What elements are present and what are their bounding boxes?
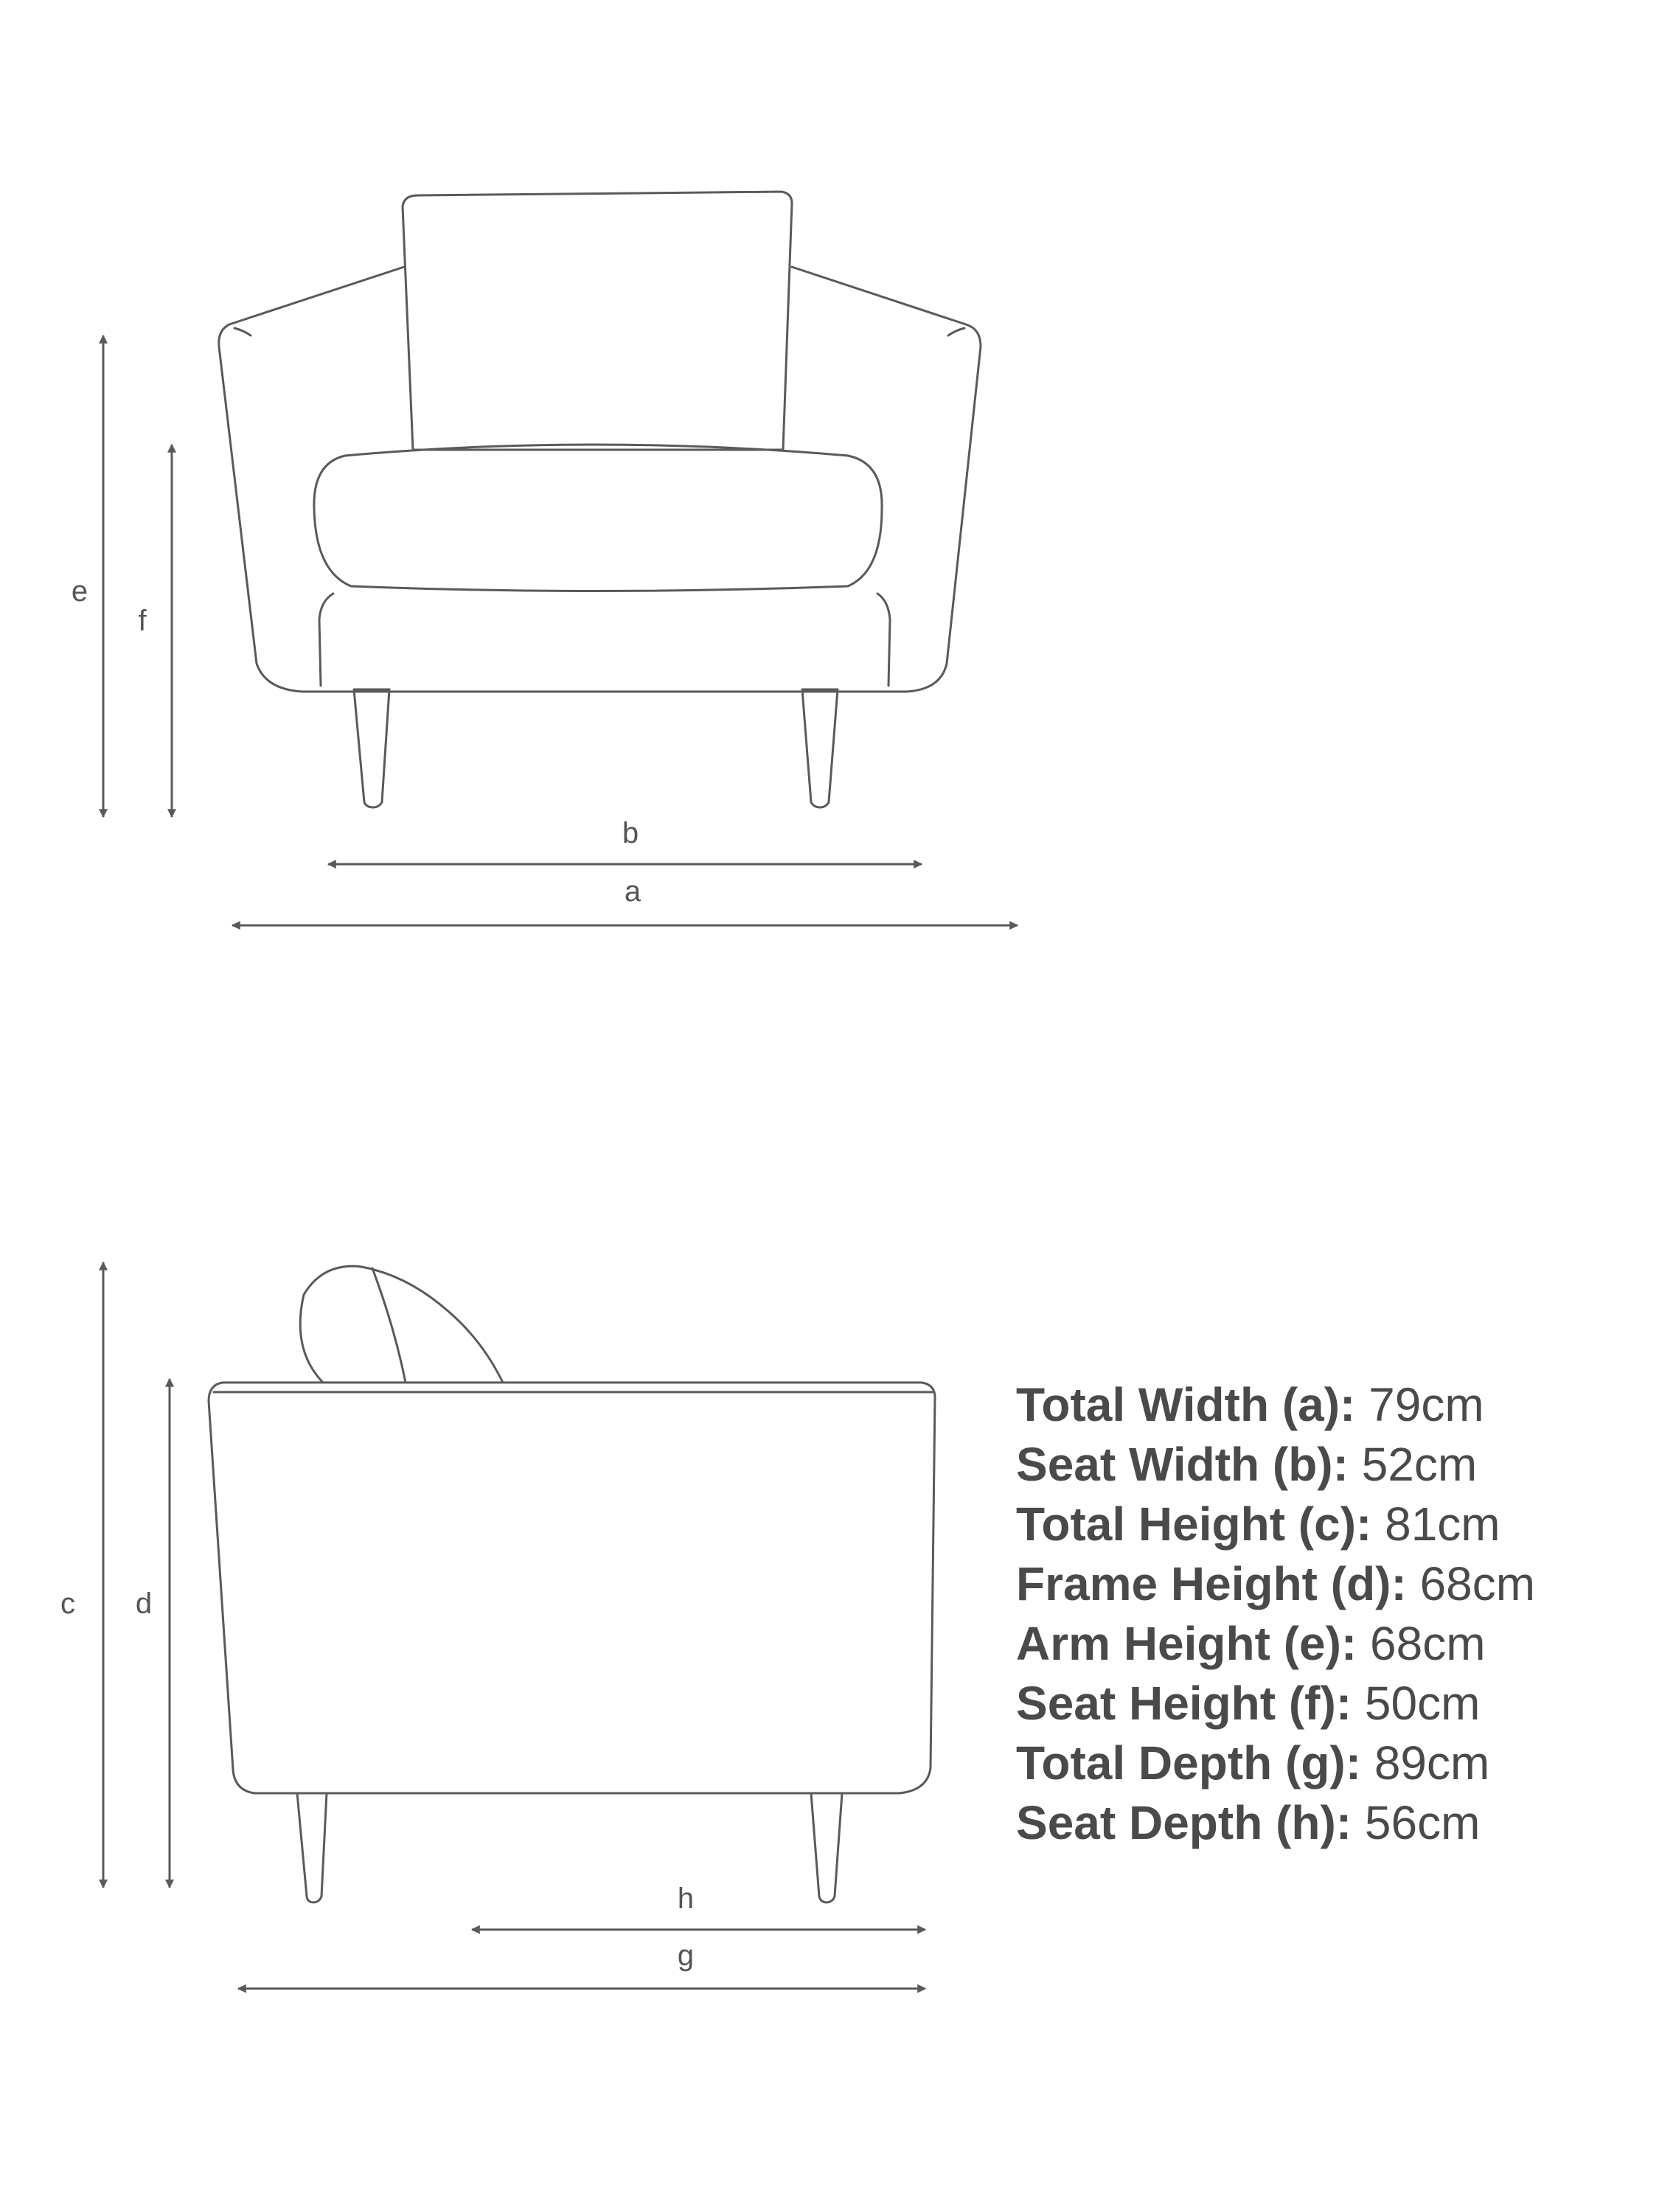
front-leg-left [354,689,389,807]
label-g: g [677,1939,695,1972]
front-dimension-lines [103,335,1018,925]
side-leg-front [811,1793,842,1902]
side-back-cushion-fold [372,1268,406,1382]
spec-key: Total Width (a): [1016,1378,1356,1431]
front-body-outline [219,267,981,692]
spec-key: Frame Height (d): [1016,1557,1407,1610]
spec-value: 50cm [1364,1677,1481,1730]
spec-value: 68cm [1419,1557,1536,1610]
spec-key: Total Depth (g): [1016,1736,1362,1790]
side-dimension-lines [103,1262,925,1989]
spec-key: Seat Width (b): [1016,1438,1349,1491]
front-leg-right [802,689,838,807]
label-c: c [60,1587,75,1620]
front-arm-inner-left [234,328,251,335]
spec-seat-depth [1016,1793,1535,1853]
side-leg-back [297,1793,327,1902]
spec-seat-height [1016,1674,1535,1733]
label-a: a [624,875,641,908]
side-body [209,1382,935,1793]
label-e: e [71,575,88,608]
dimension-spec-list [1016,1375,1535,1853]
label-f: f [138,605,147,637]
spec-key: Seat Depth (h): [1016,1796,1352,1849]
spec-value: 81cm [1385,1498,1500,1551]
spec-total-width [1016,1375,1535,1435]
spec-arm-height [1016,1614,1535,1674]
spec-total-height [1016,1495,1535,1554]
front-view [219,192,981,807]
spec-value: 52cm [1361,1438,1478,1491]
label-d: d [135,1587,153,1620]
spec-key: Seat Height (f): [1016,1677,1352,1730]
label-b: b [622,817,639,849]
spec-value: 89cm [1374,1736,1490,1790]
front-backrest [403,192,792,450]
spec-frame-height [1016,1554,1535,1614]
side-view [209,1266,935,1902]
spec-value: 56cm [1364,1796,1481,1849]
front-seat-cushion [314,445,882,591]
front-seat-base [319,594,890,686]
spec-seat-width [1016,1435,1535,1495]
spec-value: 68cm [1370,1617,1486,1670]
spec-key: Arm Height (e): [1016,1617,1357,1670]
label-h: h [677,1882,695,1915]
spec-value: 79cm [1368,1378,1484,1431]
spec-total-depth [1016,1733,1535,1793]
front-arm-inner-right [948,328,964,335]
spec-key: Total Height (c): [1016,1498,1372,1551]
